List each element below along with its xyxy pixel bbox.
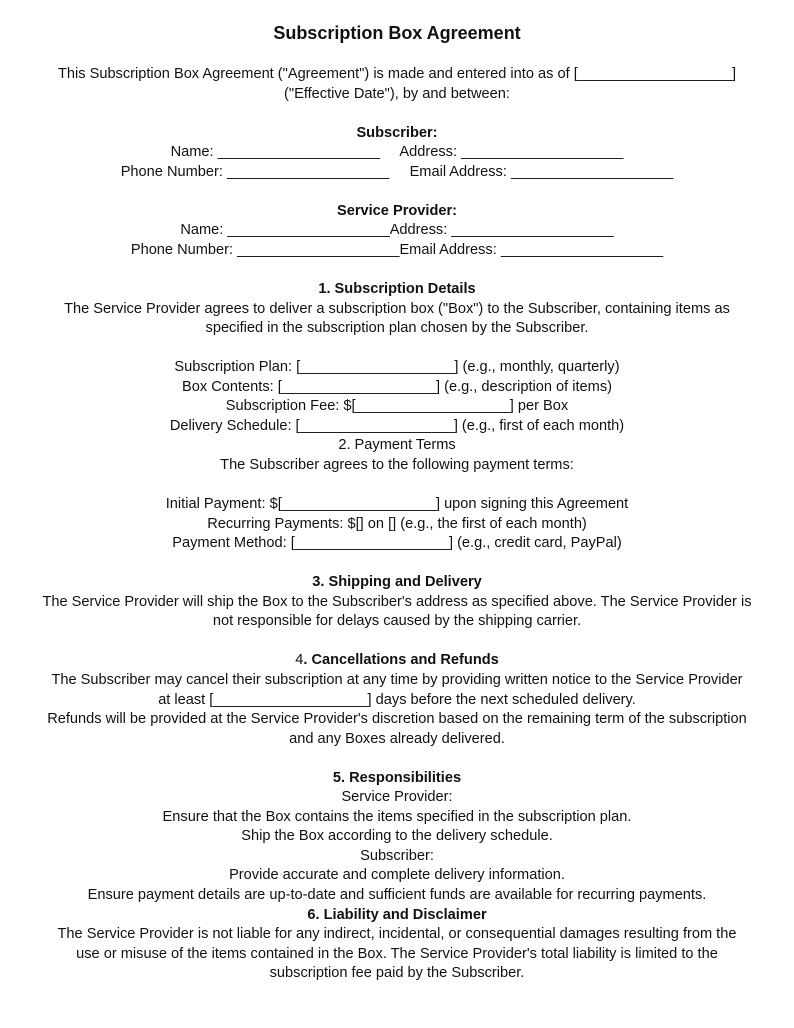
body-line: Name: ____________________ Address: ____________________ [170,144,624,161]
blank-line [0,475,794,495]
body-line: The Service Provider is not liable for any indirect, incidental, or consequential damages resulting from the [57,926,737,943]
body-line: Ensure that the Box contains the items specified in the subscription plan. [162,808,632,825]
section-heading [0,651,794,671]
blank-line [0,260,794,280]
body-line: Recurring Payments: $[] on [] (e.g., the first of each month) [207,515,587,532]
document-body [0,44,794,984]
blank-line [0,339,794,359]
section-heading: 1. Subscription Details [318,281,476,298]
heading-segment: . Cancellations and Refunds [303,652,499,669]
body-line: subscription fee paid by the Subscriber. [269,965,525,982]
body-line: use or misuse of the items contained in the Box. The Service Provider's total liability is limited to the [76,945,718,962]
document-title: Subscription Box Agreement [273,23,521,43]
body-line: Payment Method: [___________________] (e.g., credit card, PayPal) [172,535,622,552]
heading-segment: 4 [295,652,304,669]
body-line: Provide accurate and complete delivery information. [229,867,565,884]
body-line: at least [___________________] days before the next scheduled delivery. [158,691,636,708]
body-line: Service Provider: [341,789,453,806]
blank-line [0,749,794,769]
body-line: not responsible for delays caused by the shipping carrier. [212,613,582,630]
blank-line [0,182,794,202]
body-line: 2. Payment Terms [338,437,456,454]
body-line: specified in the subscription plan chosen by the Subscriber. [205,320,589,337]
blank-line [0,104,794,124]
body-line: Refunds will be provided at the Service Provider's discretion based on the remaining term of the subscription [47,711,747,728]
body-line: This Subscription Box Agreement ("Agreement") is made and entered into as of [___________________] [57,66,737,82]
body-line: Subscription Plan: [___________________] (e.g., monthly, quarterly) [174,359,620,376]
body-line: The Subscriber may cancel their subscription at any time by providing written notice to the Service Provider [51,671,743,688]
body-line: Name: ____________________Address: ____________________ [180,222,614,239]
blank-line [0,554,794,574]
body-line: Subscription Fee: $[___________________] per Box [225,398,569,415]
section-heading: Subscriber: [356,124,438,141]
body-line: ("Effective Date"), by and between: [284,85,510,102]
body-line: Ship the Box according to the delivery schedule. [241,828,553,845]
body-line: Subscriber: [360,847,434,864]
body-line: Delivery Schedule: [___________________] (e.g., first of each month) [169,417,625,434]
section-heading: 3. Shipping and Delivery [312,574,482,591]
body-line: and any Boxes already delivered. [289,730,505,747]
body-line: Box Contents: [___________________] (e.g., description of items) [182,378,612,395]
section-heading: 6. Liability and Disclaimer [307,906,487,923]
body-line: The Service Provider will ship the Box to the Subscriber's address as specified above. The Service Provider is [42,593,752,610]
body-line: Phone Number: ____________________ Email Address: ____________________ [120,163,674,180]
body-line: The Service Provider agrees to deliver a subscription box ("Box") to the Subscriber, containing items as [64,300,730,317]
body-line: Ensure payment details are up-to-date and sufficient funds are available for recurring payments. [87,886,707,903]
blank-line [0,632,794,652]
body-line: The Subscriber agrees to the following payment terms: [220,456,574,473]
body-line: Phone Number: ____________________Email Address: ____________________ [130,241,664,258]
body-line: Initial Payment: $[___________________] upon signing this Agreement [165,496,629,513]
section-heading: 5. Responsibilities [332,769,462,786]
section-heading: Service Provider: [336,202,458,219]
